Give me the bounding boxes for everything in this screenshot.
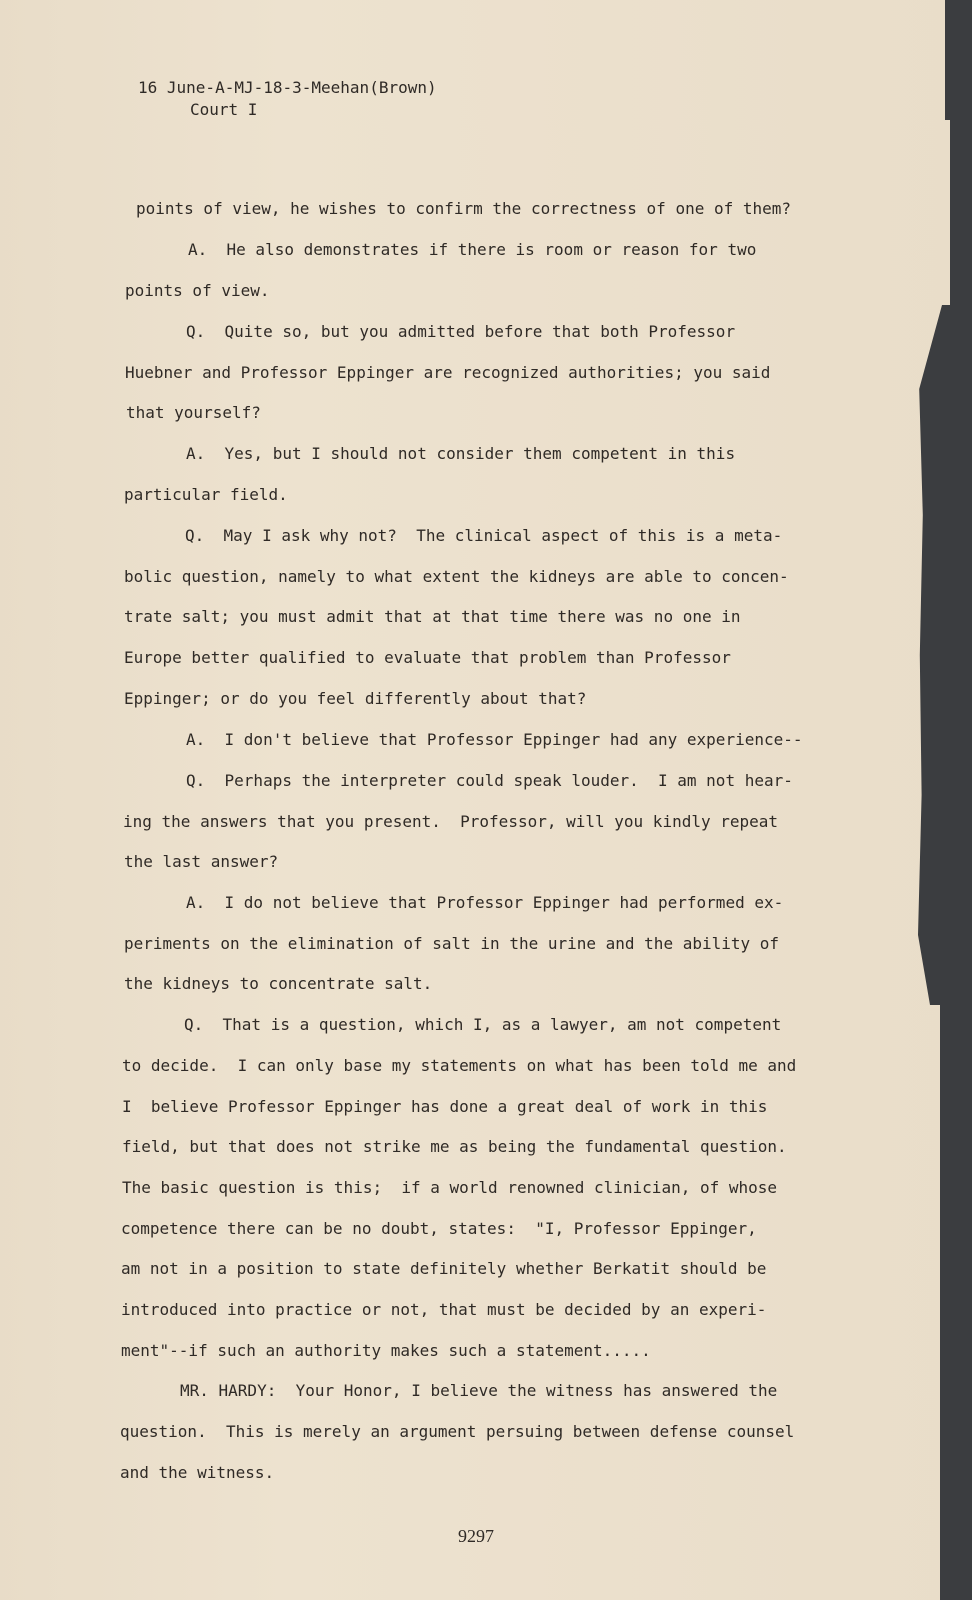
torn-edge: [940, 1000, 972, 1600]
text-line: A. He also demonstrates if there is room or reason for two: [188, 240, 757, 259]
text-line: Q. Quite so, but you admitted before that both Professor: [186, 322, 736, 341]
text-line: the last answer?: [124, 852, 279, 871]
text-line: and the witness.: [120, 1463, 275, 1482]
text-line: Eppinger; or do you feel differently about that?: [124, 689, 587, 708]
text-line: Europe better qualified to evaluate that problem than Professor: [124, 648, 731, 667]
text-line: question. This is merely an argument persuing between defense counsel: [120, 1422, 795, 1441]
text-line: MR. HARDY: Your Honor, I believe the witness has answered the: [180, 1381, 778, 1400]
text-line: Q. May I ask why not? The clinical aspect of this is a meta-: [185, 526, 783, 545]
text-line: ing the answers that you present. Professor, will you kindly repeat: [123, 812, 779, 831]
text-line: points of view.: [125, 281, 270, 300]
text-line: Huebner and Professor Eppinger are recognized authorities; you said: [125, 363, 771, 382]
text-line: The basic question is this; if a world renowned clinician, of whose: [122, 1178, 778, 1197]
torn-edge: [945, 0, 972, 120]
text-line: that yourself?: [126, 403, 261, 422]
header-court: Court I: [190, 100, 258, 119]
torn-edge: [918, 305, 972, 1005]
text-line: introduced into practice or not, that must be decided by an experi-: [121, 1300, 767, 1319]
torn-edge: [950, 120, 972, 320]
text-line: Q. That is a question, which I, as a lawyer, am not competent: [184, 1015, 782, 1034]
text-line: A. Yes, but I should not consider them competent in this: [186, 444, 736, 463]
text-line: points of view, he wishes to confirm the correctness of one of them?: [136, 199, 792, 218]
text-line: particular field.: [124, 485, 288, 504]
text-line: to decide. I can only base my statements on what has been told me and: [122, 1056, 797, 1075]
text-line: Q. Perhaps the interpreter could speak louder. I am not hear-: [186, 771, 793, 790]
header-reference: 16 June-A-MJ-18-3-Meehan(Brown): [138, 78, 437, 97]
text-line: bolic question, namely to what extent the kidneys are able to concen-: [124, 567, 789, 586]
text-line: trate salt; you must admit that at that time there was no one in: [124, 607, 741, 626]
text-line: competence there can be no doubt, states: "I, Professor Eppinger,: [121, 1219, 757, 1238]
text-line: I believe Professor Eppinger has done a great deal of work in this: [122, 1097, 768, 1116]
text-line: field, but that does not strike me as being the fundamental question.: [122, 1137, 787, 1156]
text-line: periments on the elimination of salt in the urine and the ability of: [124, 934, 780, 953]
text-line: ment"--if such an authority makes such a statement.....: [121, 1341, 651, 1360]
page-number: 9297: [458, 1526, 494, 1546]
text-line: A. I don't believe that Professor Eppinger had any experience--: [186, 730, 803, 749]
text-line: am not in a position to state definitely whether Berkatit should be: [121, 1259, 767, 1278]
text-line: the kidneys to concentrate salt.: [124, 974, 433, 993]
text-line: A. I do not believe that Professor Eppinger had performed ex-: [186, 893, 784, 912]
